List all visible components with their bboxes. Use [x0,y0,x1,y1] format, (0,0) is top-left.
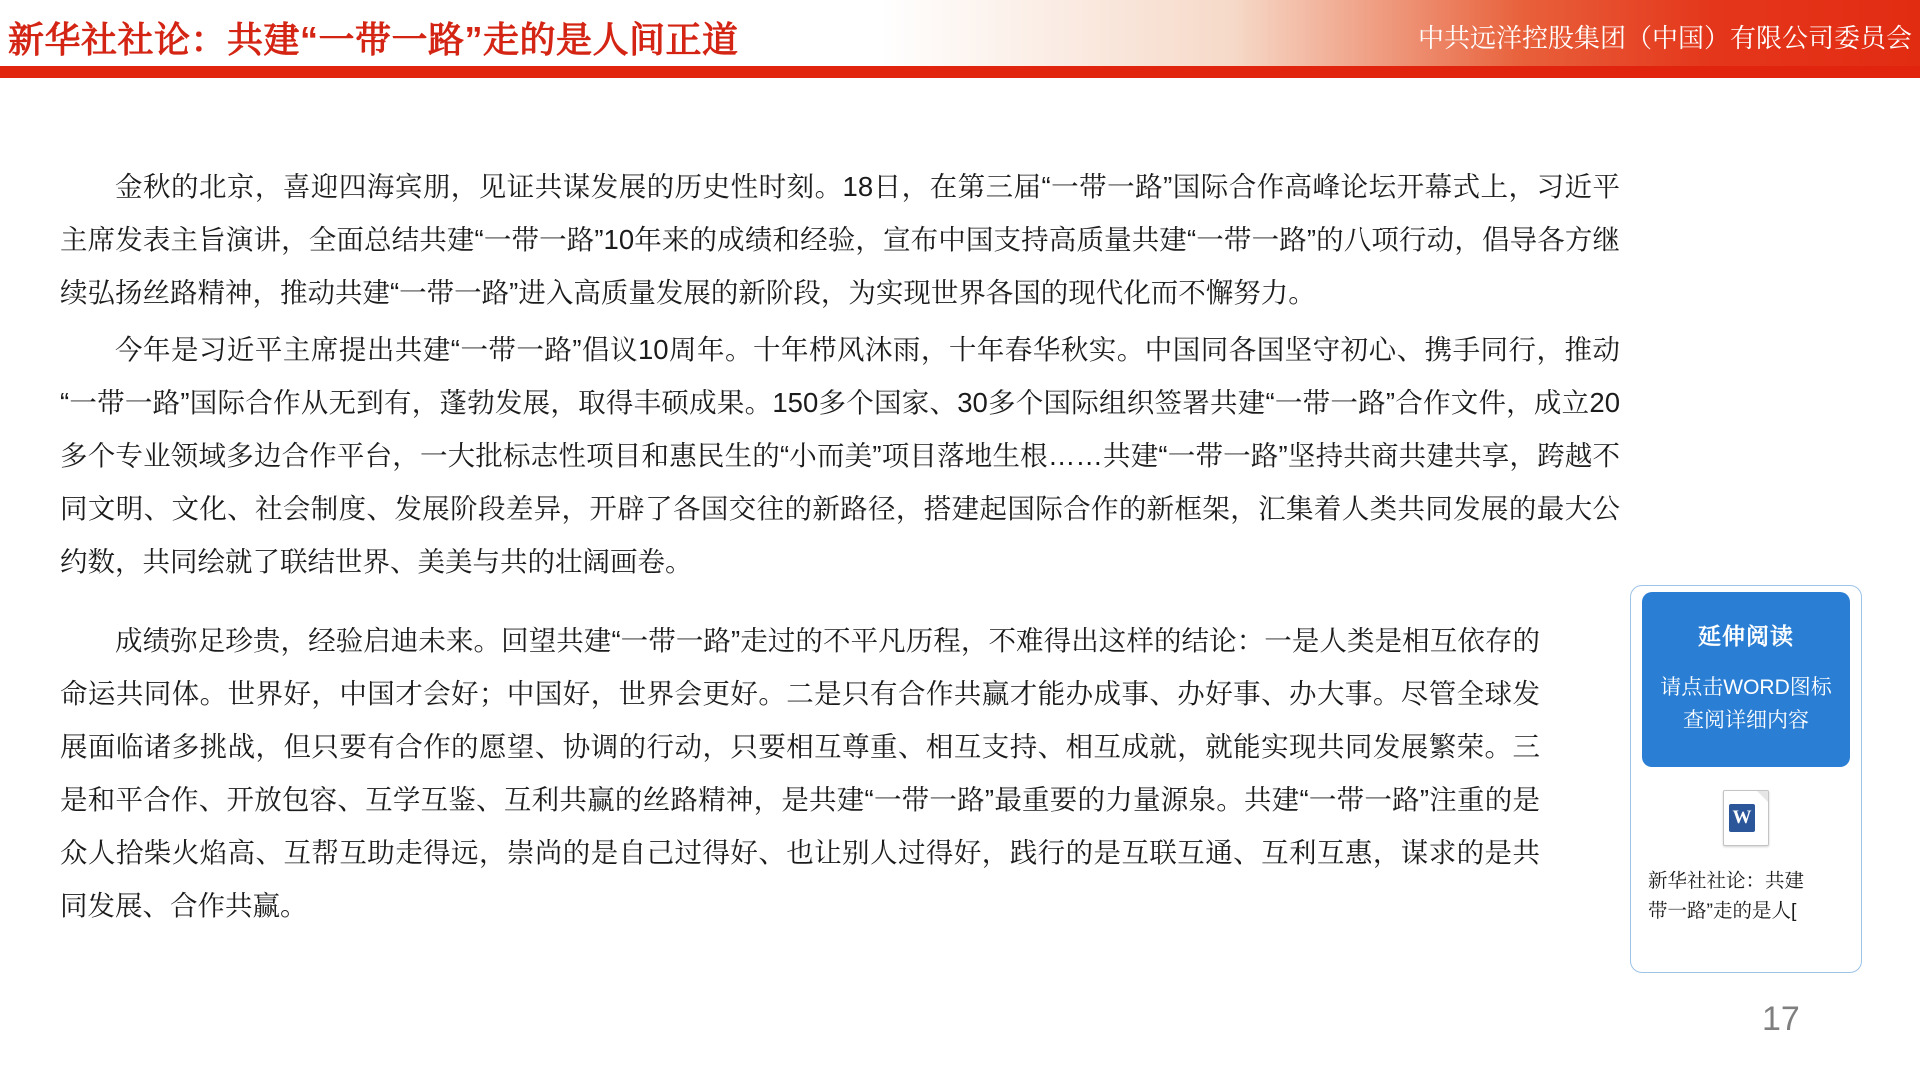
word-attachment-caption-line2: 带一路”走的是人[ [1648,900,1797,922]
word-attachment-link[interactable] [1642,790,1850,851]
page-number: 17 [1762,1000,1800,1038]
page-title: 新华社社论：共建“一带一路”走的是人间正道 [8,19,739,60]
extended-reading-header [1642,592,1850,767]
paragraph-2: 今年是习近平主席提出共建“一带一路”倡议10周年。十年栉风沐雨，十年春华秋实。中国同各国坚守初心、携手同行，推动“一带一路”国际合作从无到有，蓬勃发展，取得丰硕成果。150多个国家、30多个国际组织签署共建“一带一路”合作文件，成立20多个专业领域多边合作平台，一大批标志性项目和惠民生的“小而美”项目落地生根……共建“一带一路”坚持共商共建共享，跨越不同文明、文化、社会制度、发展阶段差异，开辟了各国交往的新路径，搭建起国际合作的新框架，汇集着人类共同发展的最大公约数，共同绘就了联结世界、美美与共的壮阔画卷。 [60,334,1620,577]
page-header [0,0,1920,78]
extended-reading-instruction: 请点击WORD图标查阅详细内容 [1660,676,1832,732]
article-body [60,160,1620,936]
extended-reading-title: 延伸阅读 [1698,623,1794,649]
paragraph-1: 金秋的北京，喜迎四海宾朋，见证共谋发展的历史性时刻。18日，在第三届“一带一路”国际合作高峰论坛开幕式上，习近平主席发表主旨演讲，全面总结共建“一带一路”10年来的成绩和经验，宣布中国支持高质量共建“一带一路”的八项行动，倡导各方继续弘扬丝路精神，推动共建“一带一路”进入高质量发展的新阶段，为实现世界各国的现代化而不懈努力。 [60,171,1620,308]
word-icon-letter: W [1729,804,1755,832]
word-attachment-caption-line1: 新华社社论：共建 [1648,870,1805,892]
paragraph-3: 成绩弥足珍贵，经验启迪未来。回望共建“一带一路”走过的不平凡历程，不难得出这样的结论：一是人类是相互依存的命运共同体。世界好，中国才会好；中国好，世界会更好。二是只有合作共赢才能办成事、办好事、办大事。尽管全球发展面临诸多挑战，但只要有合作的愿望、协调的行动，只要相互尊重、相互支持、相互成就，就能实现共同发展繁荣。三是和平合作、开放包容、互学互鉴、互利共赢的丝路精神，是共建“一带一路”最重要的力量源泉。共建“一带一路”注重的是众人拾柴火焰高、互帮互助走得远，崇尚的是自己过得好、也让别人过得好，践行的是互联互通、互利互惠，谋求的是共同发展、合作共赢。 [60,625,1540,921]
word-document-icon[interactable] [1723,790,1769,846]
organization-label: 中共远洋控股集团（中国）有限公司委员会 [1417,23,1912,53]
word-attachment-caption [1642,866,1852,926]
header-underline [0,66,1920,78]
document-corner-fold [1757,791,1768,802]
